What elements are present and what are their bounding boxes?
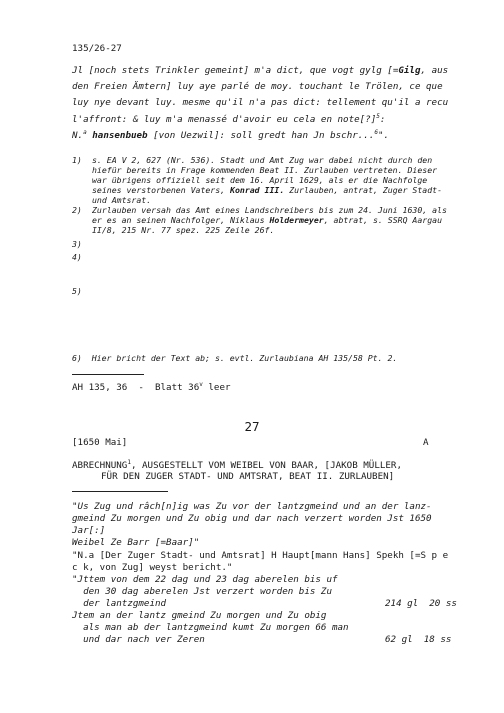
footnote-6: 6) Hier bricht der Text ab; s. evtl. Zurlaubiana AH 135/58 Pt. 2. bbox=[72, 353, 398, 363]
transcript-text: [von Uezwil]: soll gredt han Jn bschr... bbox=[147, 130, 375, 142]
name-gilg: Gilg bbox=[398, 65, 421, 76]
heading-text: ABRECHNUNG bbox=[72, 460, 128, 472]
body-line-2: gmeind Zu morgen und Zu obig und dar nach verzert worden Jst 1650 bbox=[72, 513, 432, 524]
body-line-4: Weibel Ze Barr [=Baar]" bbox=[72, 537, 200, 548]
heading-line-1 bbox=[72, 460, 402, 470]
transcript-line-5 bbox=[72, 130, 389, 140]
footnote-number-5: 5) bbox=[72, 286, 82, 296]
footnote-number-1: 1) bbox=[72, 155, 82, 165]
item-1-line-3: der lantzgmeind bbox=[72, 598, 167, 609]
footnote-ref-1: 1 bbox=[127, 459, 131, 466]
name-hansenbueb: hansenbueb bbox=[92, 130, 148, 142]
blatt-text: AH 135, 36 - Blatt 36 bbox=[72, 382, 200, 394]
footnote-text: er es an seinen Nachfolger, Niklaus bbox=[92, 215, 270, 225]
footnote-text: seines verstorbenen Vaters, bbox=[92, 185, 231, 195]
blatt-note bbox=[72, 382, 231, 392]
nota-line-1: "N.a [Der Zuger Stadt- und Amtsrat] H Haupt[mann Hans] Spekh [=S p e bbox=[72, 550, 449, 561]
document-date: [1650 Mai] bbox=[72, 437, 128, 448]
footnote-ref-5: 5 bbox=[376, 113, 380, 120]
body-line-3: Jar[:] bbox=[72, 525, 106, 536]
item-2-line-1: Jtem an der lantz gmeind Zu morgen und Zu obig bbox=[72, 610, 327, 621]
transcript-line-4 bbox=[72, 114, 385, 124]
body-line-1: "Us Zug und râch[n]ig was Zu vor der lantzgmeind und an der lanz- bbox=[72, 501, 432, 512]
footnote-number-2: 2) bbox=[72, 205, 82, 215]
footnote-1-line-5: und Amtsrat. bbox=[92, 195, 152, 205]
document-number: 27 bbox=[244, 419, 260, 434]
transcript-text: l'affront: & luy m'a menassé d'avoir eu cela en note[?] bbox=[72, 114, 377, 126]
nota-line-2: c k, von Zug] weyst bericht." bbox=[72, 562, 233, 573]
nota-sup: a bbox=[83, 129, 87, 136]
footnote-1-line-1: s. EA V 2, 627 (Nr. 536). Stadt und Amt Zug war dabei nicht durch den bbox=[92, 155, 433, 165]
document-letter: A bbox=[423, 437, 429, 448]
page-reference: 135/26-27 bbox=[72, 43, 122, 54]
footnote-text: , abtrat, s. SSRQ Aargau bbox=[323, 215, 443, 225]
transcript-text: , aus bbox=[420, 65, 449, 76]
footnote-2-line-1: Zurlauben versah das Amt eines Landschreibers bis zum 24. Juni 1630, als bbox=[92, 205, 447, 215]
footnote-1-line-4 bbox=[92, 186, 442, 194]
item-1-line-1: "Jttem von dem 22 dag und 23 dag aberelen bis uf bbox=[72, 574, 338, 585]
heading-line-2: FÜR DEN ZUGER STADT- UND AMTSRAT, BEAT II. ZURLAUBEN] bbox=[101, 471, 395, 482]
footnote-number-4: 4) bbox=[72, 252, 82, 262]
item-2-amount: 62 gl 18 ss bbox=[385, 634, 452, 645]
divider bbox=[72, 491, 168, 492]
punct: ". bbox=[378, 130, 390, 142]
item-1-amount: 214 gl 20 ss bbox=[385, 598, 457, 609]
item-1-line-2: den 30 dag aberelen Jst verzert worden bis Zu bbox=[72, 586, 332, 597]
footnote-1-line-2: hiefür bereits in Frage kommenden Beat II. Zurlauben vertreten. Dieser bbox=[92, 165, 438, 175]
item-2-line-2: als man ab der lantzgmeind kumt Zu morgen 66 man bbox=[72, 622, 349, 633]
footnote-2-line-3: II/8, 215 Nr. 77 spez. 225 Zeile 26f. bbox=[92, 225, 275, 235]
footnote-ref-6: 6 bbox=[374, 129, 378, 136]
divider bbox=[72, 374, 144, 375]
blatt-verso: v bbox=[199, 381, 203, 388]
nota-abbrev: N. bbox=[72, 130, 84, 142]
name-holdermeyer: Holdermeyer bbox=[269, 215, 324, 225]
footnote-2-line-2 bbox=[92, 216, 442, 224]
footnote-text: Zurlauben, antrat, Zuger Stadt- bbox=[284, 185, 443, 195]
footnote-1-line-3: war übrigens offiziell seit dem 16. April 1629, als er die Nachfolge bbox=[92, 175, 428, 185]
blatt-text: leer bbox=[202, 382, 231, 394]
item-2-line-3: und dar nach ver Zeren bbox=[72, 634, 205, 645]
punct: : bbox=[379, 114, 386, 126]
name-konrad: Konrad III. bbox=[230, 185, 285, 195]
footnote-number-3: 3) bbox=[72, 239, 82, 249]
transcript-line-2: den Freien Ämtern] luy aye parlé de moy. touchant le Trölen, ce que bbox=[72, 81, 443, 92]
transcript-line-3: luy nye devant luy. mesme qu'il n'a pas dict: tellement qu'il a recu bbox=[72, 97, 449, 108]
transcript-line-1 bbox=[72, 66, 448, 75]
heading-text: , AUSGESTELLT VOM WEIBEL VON BAAR, [JAKOB MÜLLER, bbox=[130, 460, 402, 472]
transcript-text: Jl [noch stets Trinkler gemeint] m'a dict, que vogt gylg [= bbox=[72, 65, 399, 76]
